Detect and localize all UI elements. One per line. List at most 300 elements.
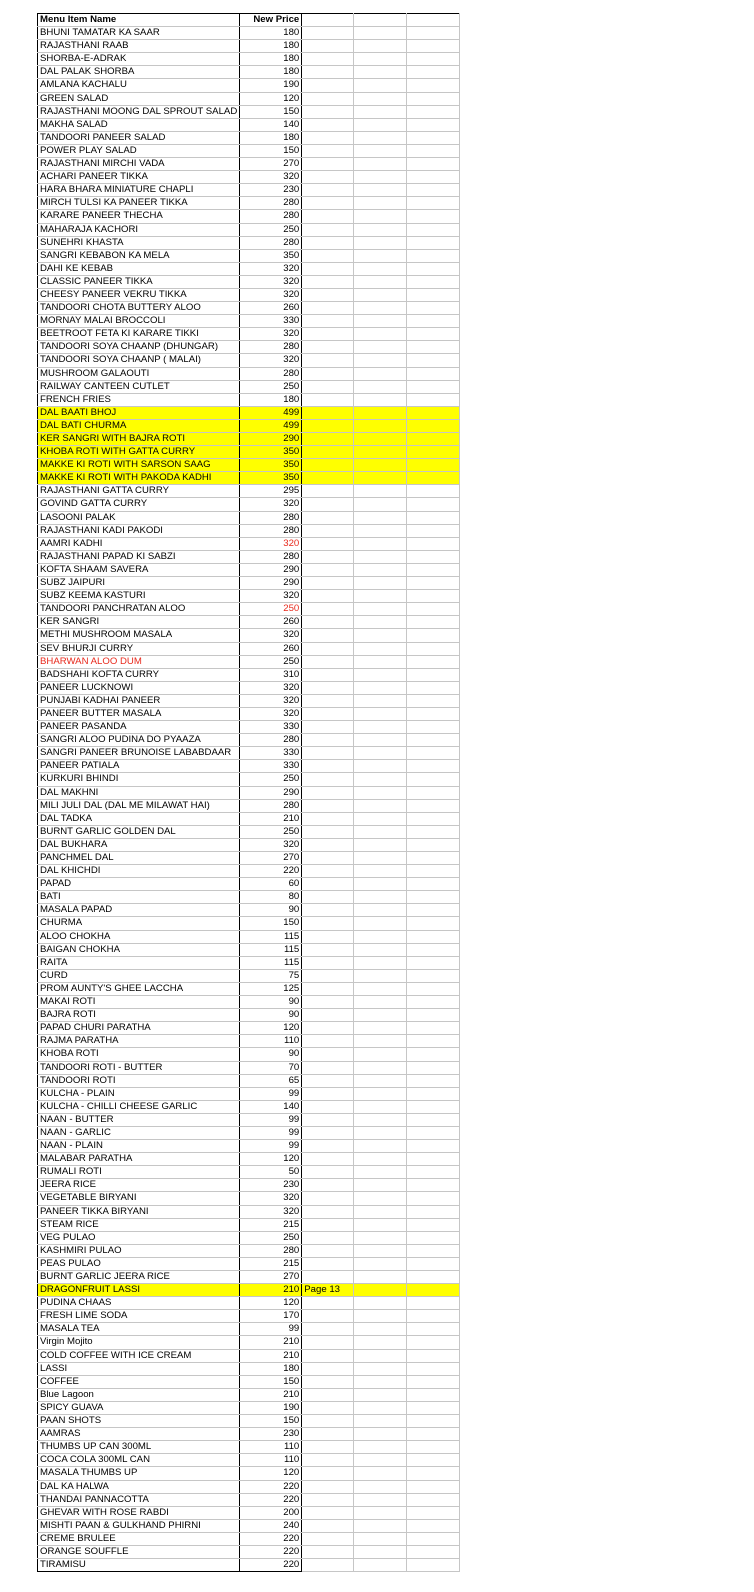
new-price-cell[interactable]: 280 [240,1244,302,1257]
empty-cell[interactable] [354,498,407,511]
menu-item-name-cell[interactable]: MASALA TEA [38,1323,240,1336]
empty-cell[interactable] [407,878,460,891]
empty-cell[interactable] [302,865,354,878]
new-price-cell[interactable]: 220 [240,1532,302,1545]
empty-cell[interactable] [407,144,460,157]
empty-cell[interactable] [354,223,407,236]
menu-item-name-cell[interactable]: HARA BHARA MINIATURE CHAPLI [38,184,240,197]
empty-cell[interactable] [302,1506,354,1519]
empty-cell[interactable] [302,1467,354,1480]
menu-item-name-cell[interactable]: DAL TADKA [38,812,240,825]
new-price-cell[interactable]: 320 [240,275,302,288]
empty-cell[interactable] [407,446,460,459]
menu-item-name-cell[interactable]: MILI JULI DAL (DAL ME MILAWAT HAI) [38,799,240,812]
menu-item-name-cell[interactable]: MORNAY MALAI BROCCOLI [38,315,240,328]
empty-cell[interactable] [354,878,407,891]
new-price-cell[interactable]: 220 [240,865,302,878]
menu-item-name-cell[interactable]: MUSHROOM GALAOUTI [38,367,240,380]
empty-cell[interactable] [354,1349,407,1362]
empty-cell[interactable] [302,14,354,27]
new-price-cell[interactable]: 330 [240,721,302,734]
menu-item-name-cell[interactable]: Virgin Mojito [38,1336,240,1349]
menu-item-name-cell[interactable]: MASALA PAPAD [38,904,240,917]
new-price-cell[interactable]: 90 [240,1048,302,1061]
empty-cell[interactable] [407,14,460,27]
menu-item-name-cell[interactable]: GHEVAR WITH ROSE RABDI [38,1506,240,1519]
empty-cell[interactable] [407,498,460,511]
empty-cell[interactable] [354,969,407,982]
empty-cell[interactable] [354,1375,407,1388]
new-price-cell[interactable]: 220 [240,1493,302,1506]
empty-cell[interactable] [302,40,354,53]
empty-cell[interactable] [407,1454,460,1467]
empty-cell[interactable] [354,904,407,917]
menu-item-name-cell[interactable]: DAL KA HALWA [38,1480,240,1493]
empty-cell[interactable] [407,433,460,446]
empty-cell[interactable] [302,472,354,485]
empty-cell[interactable] [354,537,407,550]
empty-cell[interactable] [302,485,354,498]
empty-cell[interactable] [354,1415,407,1428]
menu-item-name-cell[interactable]: KULCHA - CHILLI CHEESE GARLIC [38,1100,240,1113]
new-price-cell[interactable]: 180 [240,393,302,406]
empty-cell[interactable] [302,1113,354,1126]
empty-cell[interactable] [354,1257,407,1270]
empty-cell[interactable] [354,982,407,995]
empty-cell[interactable] [407,956,460,969]
empty-cell[interactable] [407,734,460,747]
empty-cell[interactable] [354,1126,407,1139]
empty-cell[interactable] [407,1140,460,1153]
menu-item-name-cell[interactable]: VEG PULAO [38,1231,240,1244]
empty-cell[interactable] [407,1428,460,1441]
empty-cell[interactable] [354,367,407,380]
empty-cell[interactable] [302,812,354,825]
empty-cell[interactable] [407,681,460,694]
empty-cell[interactable] [407,799,460,812]
empty-cell[interactable] [354,1074,407,1087]
empty-cell[interactable] [407,550,460,563]
menu-item-name-cell[interactable]: TANDOORI PANEER SALAD [38,131,240,144]
empty-cell[interactable] [354,1428,407,1441]
empty-cell[interactable] [407,1126,460,1139]
empty-cell[interactable] [302,734,354,747]
empty-cell[interactable] [407,590,460,603]
empty-cell[interactable] [302,171,354,184]
new-price-cell[interactable]: 270 [240,158,302,171]
empty-cell[interactable] [407,131,460,144]
empty-cell[interactable] [407,982,460,995]
new-price-cell[interactable]: 99 [240,1323,302,1336]
new-price-cell[interactable]: 180 [240,40,302,53]
empty-cell[interactable] [354,433,407,446]
empty-cell[interactable] [302,1179,354,1192]
empty-cell[interactable] [302,433,354,446]
empty-cell[interactable] [302,1297,354,1310]
menu-item-name-cell[interactable]: Blue Lagoon [38,1388,240,1401]
empty-cell[interactable] [354,419,407,432]
empty-cell[interactable] [354,1401,407,1414]
empty-cell[interactable] [354,616,407,629]
empty-cell[interactable] [302,53,354,66]
empty-cell[interactable] [302,1310,354,1323]
menu-item-name-cell[interactable]: MAKHA SALAD [38,118,240,131]
empty-cell[interactable] [407,1100,460,1113]
empty-cell[interactable] [407,419,460,432]
empty-cell[interactable] [407,1061,460,1074]
empty-cell[interactable] [302,144,354,157]
new-price-cell[interactable]: 280 [240,734,302,747]
empty-cell[interactable] [407,904,460,917]
empty-cell[interactable] [302,603,354,616]
menu-item-name-cell[interactable]: KASHMIRI PULAO [38,1244,240,1257]
menu-item-name-cell[interactable]: PANEER LUCKNOWI [38,681,240,694]
empty-cell[interactable] [302,825,354,838]
new-price-cell[interactable]: 190 [240,1401,302,1414]
empty-cell[interactable] [302,354,354,367]
new-price-cell[interactable]: 290 [240,433,302,446]
empty-cell[interactable] [302,262,354,275]
menu-item-name-cell[interactable]: TANDOORI SOYA CHAANP ( MALAI) [38,354,240,367]
new-price-cell[interactable]: 320 [240,354,302,367]
new-price-cell[interactable]: 320 [240,707,302,720]
empty-cell[interactable] [407,747,460,760]
empty-cell[interactable] [407,380,460,393]
empty-cell[interactable] [407,1532,460,1545]
empty-cell[interactable] [354,1244,407,1257]
menu-item-name-cell[interactable]: BURNT GARLIC JEERA RICE [38,1271,240,1284]
new-price-cell[interactable]: 330 [240,747,302,760]
menu-item-name-cell[interactable]: SPICY GUAVA [38,1401,240,1414]
empty-cell[interactable] [407,472,460,485]
empty-cell[interactable] [354,1532,407,1545]
menu-item-name-cell[interactable]: PEAS PULAO [38,1257,240,1270]
empty-cell[interactable] [354,171,407,184]
empty-cell[interactable] [354,380,407,393]
empty-cell[interactable] [407,1467,460,1480]
empty-cell[interactable] [407,812,460,825]
empty-cell[interactable] [407,629,460,642]
empty-cell[interactable] [354,459,407,472]
empty-cell[interactable] [354,472,407,485]
empty-cell[interactable] [302,838,354,851]
empty-cell[interactable] [407,459,460,472]
empty-cell[interactable] [302,852,354,865]
empty-cell[interactable] [407,1218,460,1231]
empty-cell[interactable] [354,1506,407,1519]
new-price-cell[interactable]: 320 [240,1205,302,1218]
new-price-cell[interactable]: 320 [240,171,302,184]
empty-cell[interactable] [407,668,460,681]
menu-item-name-cell[interactable]: KER SANGRI [38,616,240,629]
new-price-cell[interactable]: 260 [240,642,302,655]
empty-cell[interactable] [354,524,407,537]
empty-cell[interactable] [354,53,407,66]
empty-cell[interactable] [354,197,407,210]
empty-cell[interactable] [407,721,460,734]
new-price-cell[interactable]: 250 [240,825,302,838]
empty-cell[interactable] [354,158,407,171]
new-price-cell[interactable]: 240 [240,1519,302,1532]
empty-cell[interactable] [407,1179,460,1192]
empty-cell[interactable] [407,262,460,275]
new-price-cell[interactable]: 110 [240,1454,302,1467]
empty-cell[interactable] [302,1140,354,1153]
new-price-cell[interactable]: 250 [240,223,302,236]
empty-cell[interactable] [302,1545,354,1558]
empty-cell[interactable] [407,27,460,40]
menu-item-name-cell[interactable]: BAIGAN CHOKHA [38,943,240,956]
empty-cell[interactable] [302,1153,354,1166]
empty-cell[interactable] [354,1559,407,1572]
empty-cell[interactable] [407,603,460,616]
menu-item-name-cell[interactable]: LASOONI PALAK [38,511,240,524]
empty-cell[interactable] [407,917,460,930]
new-price-cell[interactable]: 280 [240,550,302,563]
empty-cell[interactable] [302,131,354,144]
new-price-cell[interactable]: 210 [240,1336,302,1349]
empty-cell[interactable] [302,1061,354,1074]
empty-cell[interactable] [354,629,407,642]
new-price-cell[interactable]: 70 [240,1061,302,1074]
empty-cell[interactable] [354,393,407,406]
menu-item-name-cell[interactable]: RAJASTHANI MOONG DAL SPROUT SALAD [38,105,240,118]
new-price-cell[interactable]: 250 [240,1231,302,1244]
empty-cell[interactable] [407,288,460,301]
new-price-cell[interactable]: 110 [240,1035,302,1048]
new-price-cell[interactable]: 280 [240,367,302,380]
empty-cell[interactable] [302,419,354,432]
new-price-cell[interactable]: 320 [240,288,302,301]
new-price-cell[interactable]: 270 [240,852,302,865]
empty-cell[interactable] [302,275,354,288]
empty-cell[interactable] [354,799,407,812]
new-price-cell[interactable]: 220 [240,1480,302,1493]
empty-cell[interactable] [302,773,354,786]
empty-cell[interactable] [302,1349,354,1362]
empty-cell[interactable] [354,1035,407,1048]
empty-cell[interactable] [407,786,460,799]
empty-cell[interactable] [407,655,460,668]
empty-cell[interactable] [302,524,354,537]
empty-cell[interactable] [407,1113,460,1126]
empty-cell[interactable] [302,1388,354,1401]
new-price-cell[interactable]: 295 [240,485,302,498]
new-price-cell[interactable]: 330 [240,760,302,773]
empty-cell[interactable] [302,799,354,812]
empty-cell[interactable] [407,1048,460,1061]
empty-cell[interactable] [407,1087,460,1100]
empty-cell[interactable] [407,249,460,262]
empty-cell[interactable] [354,1100,407,1113]
empty-cell[interactable] [302,577,354,590]
empty-cell[interactable] [302,904,354,917]
empty-cell[interactable] [354,40,407,53]
empty-cell[interactable] [302,1166,354,1179]
menu-item-name-cell[interactable]: METHI MUSHROOM MASALA [38,629,240,642]
empty-cell[interactable] [302,79,354,92]
empty-cell[interactable] [302,367,354,380]
empty-cell[interactable] [354,1519,407,1532]
menu-item-name-cell[interactable]: TIRAMISU [38,1559,240,1572]
menu-item-name-cell[interactable]: SANGRI KEBABON KA MELA [38,249,240,262]
new-price-cell[interactable]: 320 [240,1192,302,1205]
empty-cell[interactable] [302,328,354,341]
empty-cell[interactable] [354,1480,407,1493]
empty-cell[interactable] [302,878,354,891]
empty-cell[interactable] [354,812,407,825]
menu-item-name-cell[interactable]: CHURMA [38,917,240,930]
new-price-cell[interactable]: 50 [240,1166,302,1179]
menu-item-name-cell[interactable]: GOVIND GATTA CURRY [38,498,240,511]
menu-item-name-cell[interactable]: CHEESY PANEER VEKRU TIKKA [38,288,240,301]
menu-item-name-cell[interactable]: KARARE PANEER THECHA [38,210,240,223]
empty-cell[interactable] [354,66,407,79]
empty-cell[interactable] [407,328,460,341]
empty-cell[interactable] [407,223,460,236]
menu-item-name-cell[interactable]: RUMALI ROTI [38,1166,240,1179]
empty-cell[interactable] [354,577,407,590]
empty-cell[interactable] [354,446,407,459]
menu-item-name-cell[interactable]: RAITA [38,956,240,969]
menu-item-name-cell[interactable]: PAAN SHOTS [38,1415,240,1428]
menu-item-name-cell[interactable]: AAMRAS [38,1428,240,1441]
empty-cell[interactable] [302,184,354,197]
empty-cell[interactable] [302,563,354,576]
menu-item-name-cell[interactable]: SANGRI PANEER BRUNOISE LABABDAAR [38,747,240,760]
new-price-cell[interactable]: 99 [240,1126,302,1139]
empty-cell[interactable] [302,537,354,550]
empty-cell[interactable] [302,118,354,131]
menu-item-name-cell[interactable]: DAL KHICHDI [38,865,240,878]
empty-cell[interactable] [354,1454,407,1467]
empty-cell[interactable] [354,105,407,118]
empty-cell[interactable] [407,996,460,1009]
empty-cell[interactable] [407,275,460,288]
empty-cell[interactable] [354,891,407,904]
menu-item-name-cell[interactable]: KULCHA - PLAIN [38,1087,240,1100]
menu-item-name-cell[interactable]: ORANGE SOUFFLE [38,1545,240,1558]
empty-cell[interactable] [407,1205,460,1218]
empty-cell[interactable] [407,92,460,105]
empty-cell[interactable] [302,1454,354,1467]
menu-item-name-cell[interactable]: LASSI [38,1362,240,1375]
empty-cell[interactable] [302,891,354,904]
empty-cell[interactable] [302,1559,354,1572]
menu-item-name-cell[interactable]: FRESH LIME SODA [38,1310,240,1323]
new-price-cell[interactable]: 90 [240,996,302,1009]
empty-cell[interactable] [354,917,407,930]
empty-cell[interactable] [302,1375,354,1388]
empty-cell[interactable] [354,655,407,668]
new-price-cell[interactable]: 290 [240,563,302,576]
new-price-cell[interactable]: 180 [240,53,302,66]
empty-cell[interactable] [354,485,407,498]
empty-cell[interactable] [302,721,354,734]
empty-cell[interactable] [407,825,460,838]
menu-item-name-cell[interactable]: MASALA THUMBS UP [38,1467,240,1480]
new-price-cell[interactable]: 250 [240,655,302,668]
new-price-cell[interactable]: 320 [240,838,302,851]
empty-cell[interactable] [407,158,460,171]
empty-cell[interactable] [354,773,407,786]
menu-item-name-cell[interactable]: VEGETABLE BIRYANI [38,1192,240,1205]
empty-cell[interactable] [354,943,407,956]
empty-cell[interactable] [354,1061,407,1074]
empty-cell[interactable] [407,1388,460,1401]
empty-cell[interactable] [302,747,354,760]
empty-cell[interactable] [302,1100,354,1113]
empty-cell[interactable] [354,707,407,720]
empty-cell[interactable] [407,694,460,707]
note-cell[interactable]: Page 13 [302,1284,354,1297]
menu-item-name-cell[interactable]: BURNT GARLIC GOLDEN DAL [38,825,240,838]
empty-cell[interactable] [302,1048,354,1061]
empty-cell[interactable] [407,236,460,249]
new-price-cell[interactable]: 230 [240,1428,302,1441]
empty-cell[interactable] [354,1166,407,1179]
menu-item-name-cell[interactable]: STEAM RICE [38,1218,240,1231]
menu-item-name-cell[interactable]: SANGRI ALOO PUDINA DO PYAAZA [38,734,240,747]
new-price-cell[interactable]: 350 [240,249,302,262]
empty-cell[interactable] [407,1009,460,1022]
empty-cell[interactable] [354,27,407,40]
menu-item-name-cell[interactable]: KER SANGRI WITH BAJRA ROTI [38,433,240,446]
empty-cell[interactable] [302,459,354,472]
empty-cell[interactable] [354,1231,407,1244]
empty-cell[interactable] [354,694,407,707]
menu-item-name-cell[interactable]: ALOO CHOKHA [38,930,240,943]
menu-item-name-cell[interactable]: BADSHAHI KOFTA CURRY [38,668,240,681]
empty-cell[interactable] [354,1179,407,1192]
empty-cell[interactable] [354,1310,407,1323]
empty-cell[interactable] [407,1336,460,1349]
empty-cell[interactable] [354,354,407,367]
new-price-cell[interactable]: 280 [240,524,302,537]
empty-cell[interactable] [302,590,354,603]
empty-cell[interactable] [354,930,407,943]
empty-cell[interactable] [302,786,354,799]
empty-cell[interactable] [302,943,354,956]
menu-item-name-cell[interactable]: COCA COLA 300ML CAN [38,1454,240,1467]
empty-cell[interactable] [354,642,407,655]
empty-cell[interactable] [302,498,354,511]
empty-cell[interactable] [354,511,407,524]
empty-cell[interactable] [302,341,354,354]
new-price-cell[interactable]: 320 [240,537,302,550]
empty-cell[interactable] [407,40,460,53]
empty-cell[interactable] [407,1297,460,1310]
empty-cell[interactable] [407,1166,460,1179]
empty-cell[interactable] [407,707,460,720]
new-price-cell[interactable]: 250 [240,380,302,393]
empty-cell[interactable] [302,210,354,223]
new-price-cell[interactable]: 250 [240,603,302,616]
empty-cell[interactable] [302,1336,354,1349]
menu-item-name-cell[interactable]: DAL BAATI BHOJ [38,406,240,419]
menu-item-name-cell[interactable]: SHORBA-E-ADRAK [38,53,240,66]
new-price-cell[interactable]: 65 [240,1074,302,1087]
new-price-cell[interactable]: 90 [240,904,302,917]
empty-cell[interactable] [354,1153,407,1166]
new-price-cell[interactable]: 125 [240,982,302,995]
menu-item-name-cell[interactable]: TANDOORI ROTI - BUTTER [38,1061,240,1074]
empty-cell[interactable] [302,1519,354,1532]
empty-cell[interactable] [302,223,354,236]
new-price-cell[interactable]: 499 [240,419,302,432]
menu-item-name-cell[interactable]: DAL BATI CHURMA [38,419,240,432]
empty-cell[interactable] [407,1545,460,1558]
